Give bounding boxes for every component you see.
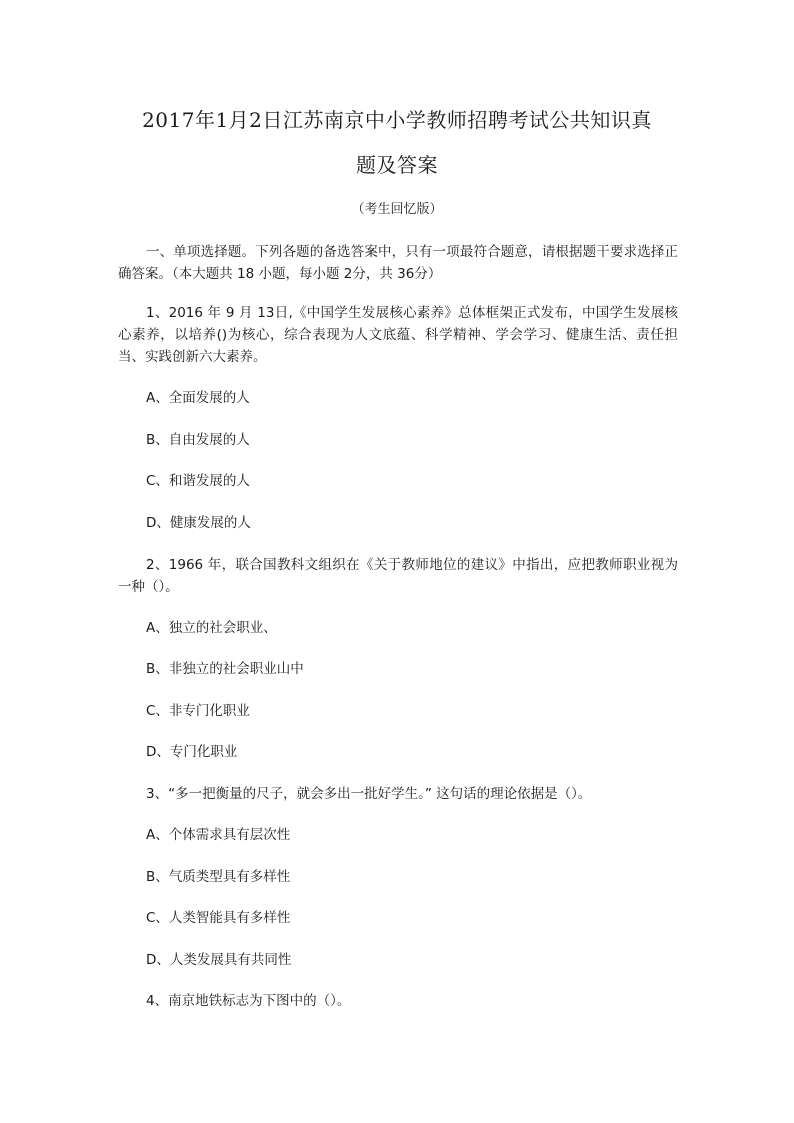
document-subtitle: （考生回忆版） [351, 202, 443, 217]
question-1-option-d: D、健康发展的人 [146, 515, 251, 531]
question-1-option-a: A、全面发展的人 [146, 390, 250, 406]
question-3-option-b: B、气质类型具有多样性 [146, 869, 291, 885]
question-2-stem: 2、1966 年，联合国教科文组织在《关于教师地位的建议》中指出，应把教师职业视为一种（）。 [118, 557, 678, 595]
question-1-option-c: C、和谐发展的人 [146, 473, 250, 489]
question-2-option-c: C、非专门化职业 [146, 703, 250, 719]
title-line-2: 题及答案 [356, 153, 438, 177]
question-2-option-a: A、独立的社会职业、 [146, 620, 277, 636]
question-3-stem: 3、“多一把衡量的尺子，就会多出一批好学生。” 这句话的理论依据是（）。 [146, 786, 592, 802]
question-2-option-b: B、非独立的社会职业山中 [146, 661, 304, 677]
question-2-option-d: D、专门化职业 [146, 744, 238, 760]
question-1-option-b: B、自由发展的人 [146, 432, 250, 448]
title-line-1: 2017年1月2日江苏南京中小学教师招聘考试公共知识真 [142, 108, 652, 132]
section-intro: 一、单项选择题。下列各题的备选答案中，只有一项最符合题意，请根据题干要求选择正确答案。（本大题共 18 小题，每小题 2分，共 36分） [118, 244, 678, 282]
question-1-stem: 1、2016 年 9 月 13日,《中国学生发展核心素养》总体框架正式发布，中国学生发展核心素养，以培养()为核心，综合表现为人文底蕴、科学精神、学会学习、健康生活、责任担当、实践创新六大素养。 [118, 305, 678, 365]
question-3-option-c: C、人类智能具有多样性 [146, 910, 291, 926]
question-3-option-d: D、人类发展具有共同性 [146, 952, 292, 968]
question-3-option-a: A、个体需求具有层次性 [146, 827, 291, 843]
document-title [110, 98, 684, 188]
question-4-stem: 4、南京地铁标志为下图中的（）。 [146, 993, 351, 1009]
